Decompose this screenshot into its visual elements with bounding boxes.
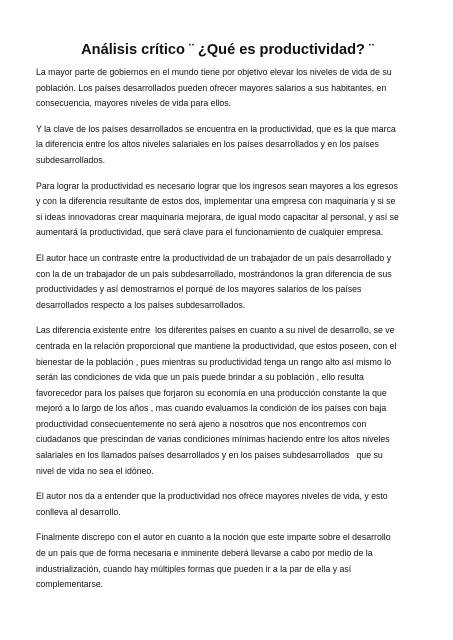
paragraph-line: Y la clave de los países desarrollados se encuentra en la productividad, que es la que marca	[36, 123, 396, 134]
paragraph-line: conlleva al desarrollo.	[36, 506, 121, 517]
paragraph-line: si ideas innovadoras crear maquinaria mejorara, de igual modo capacitar al personal, y así se	[36, 211, 399, 222]
paragraph-line: con la de un trabajador de un país subdesarrollado, mostrándonos la gran diferencia de sus	[36, 268, 392, 279]
paragraph-line: población. Los países desarrollados pueden ofrecer mayores salarios a sus habitantes, en	[36, 82, 387, 93]
paragraph-line: ciudadanos que prescindan de varias condiciones mínimas haciendo entre los altos niveles	[36, 434, 390, 445]
paragraph-line: la diferencia entre los altos niveles salariales en los países desarrollados y en los países	[36, 139, 379, 150]
paragraph-line: desarrollados respecto a los países subdesarrollados.	[36, 299, 246, 310]
paragraph-line: nivel de vida no sea el idóneo.	[36, 465, 154, 476]
paragraph-line: centrada en la relación proporcional que mantiene la productividad, que estos poseen, con el	[36, 340, 397, 351]
paragraph-line: aumentará la productividad, que será clave para el funcionamiento de cualquier empresa.	[36, 227, 384, 238]
paragraph-line: Las diferencia existente entre los diferentes países en cuanto a su nivel de desarrollo, se ve	[36, 325, 395, 336]
paragraph-line: El autor hace un contraste entre la productividad de un trabajador de un país desarrollado y	[36, 252, 392, 263]
paragraph-line: subdesarrollados.	[36, 154, 106, 165]
paragraph-line: productividad consecuentemente no será ajeno a nosotros que nos encontremos con	[36, 418, 367, 429]
paragraph	[36, 323, 419, 479]
document-page	[36, 41, 419, 603]
paragraph-line: mejoró a lo largo de los años , mas cuando evaluamos la condición de los países con baja	[36, 403, 387, 414]
paragraph	[36, 530, 419, 592]
paragraph-line: productividades y así demostrarnos el porqué de los mayores salarios de los países	[36, 284, 362, 295]
paragraph-line: industrialización, cuando hay múltiples formas que pueden ir a la par de ella y así	[36, 563, 352, 574]
document-title: Análisis crítico ¨ ¿Qué es productividad? ¨	[81, 42, 374, 58]
paragraph-line: El autor nos da a entender que la productividad nos ofrece mayores niveles de vida, y esto	[36, 491, 388, 502]
paragraph-line: y con la diferencia resultante de estos dos, implementar una empresa con maquinaria y si se	[36, 196, 396, 207]
paragraph-line: salariales en los llamados países desarrollados y en los países subdesarrollados que su	[36, 450, 383, 461]
paragraph	[36, 65, 419, 112]
paragraph	[36, 122, 419, 169]
paragraph	[36, 489, 419, 520]
document-body	[36, 65, 419, 593]
paragraph-line: consecuencia, mayores niveles de vida para ellos.	[36, 98, 232, 109]
paragraph-line: favorecedor para los países que forjaron su economía en una producción constante la que	[36, 387, 387, 398]
paragraph-line: complementarse.	[36, 579, 104, 590]
paragraph	[36, 251, 419, 313]
paragraph-line: Finalmente discrepo con el autor en cuanto a la noción que este imparte sobre el desarrollo	[36, 532, 391, 543]
paragraph-line: La mayor parte de gobiernos en el mundo tiene por objetivo elevar los niveles de vida de su	[36, 67, 392, 77]
paragraph-line: serán las condiciones de vida que un país puede brindar a su población , ello resulta	[36, 372, 364, 383]
paragraph-line: bienestar de la población , pues mientras su productividad tenga un rango alto así mismo lo	[36, 356, 392, 367]
paragraph	[36, 179, 419, 241]
paragraph-line: de un país que de forma necesaria e inminente deberá llevarse a cabo por medio de la	[36, 548, 373, 559]
paragraph-line: Para lograr la productividad es necesario lograr que los ingresos sean mayores a los egresos	[36, 180, 398, 191]
